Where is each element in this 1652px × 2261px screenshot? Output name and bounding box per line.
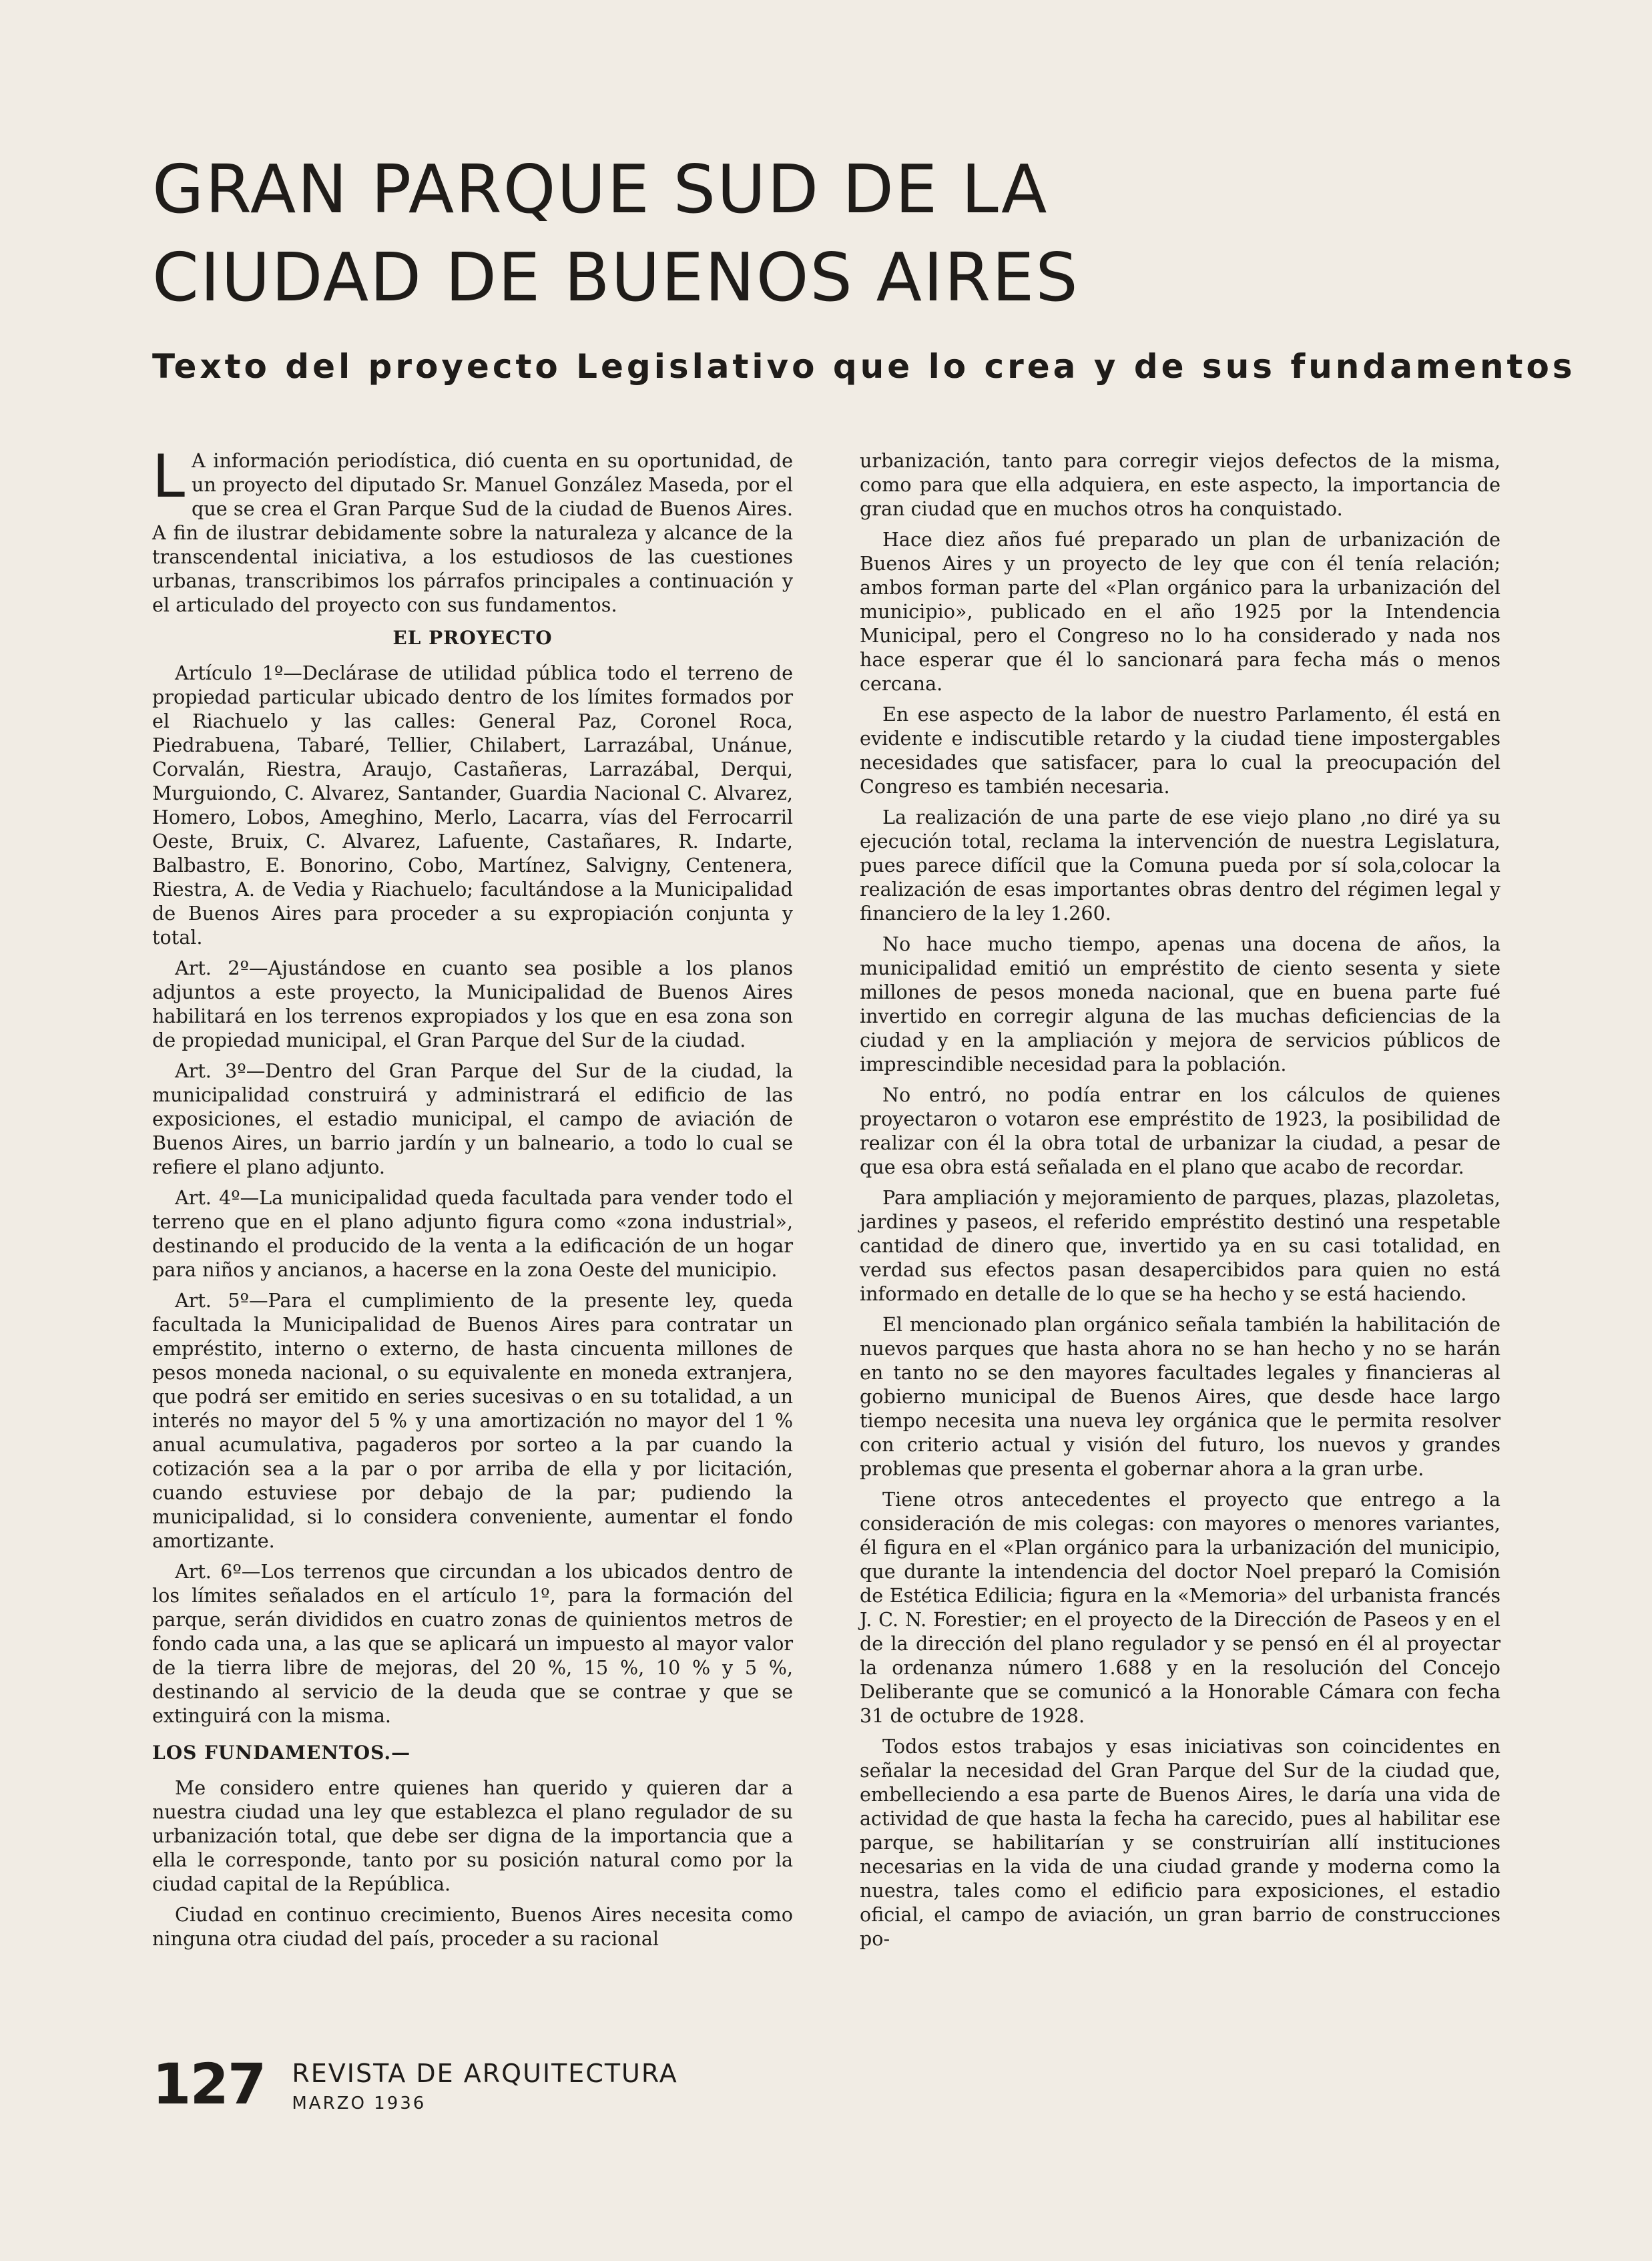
article-3: Art. 3º—Dentro del Gran Parque del Sur de la ciudad, la municipalidad construirá y administrará el edificio de las exposiciones, el estadio municipal, el campo de aviación de Buenos Aires, un barrio jardín y un balneario, a todo lo cual se refiere el plano adjunto. xyxy=(152,1059,793,1178)
right-paragraph-8: El mencionado plan orgánico señala también la habilitación de nuevos parques que hasta ahora no se han hecho y no se harán en tanto no se den mayores facultades legales y financieras al gobierno municipal de Buenos Aires, que desde hace largo tiempo necesita una nueva ley orgánica que le permita resolver con criterio actual y visión del futuro, los nuevos y grandes problemas que presenta el gobernar ahora a la gran urbe. xyxy=(860,1313,1500,1480)
article-5: Art. 5º—Para el cumplimiento de la presente ley, queda facultada la Municipalidad de Buenos Aires para contratar un empréstito, interno o externo, de hasta cincuenta millones de pesos moneda nacional, o su equivalente en moneda extranjera, que podrá ser emitido en series sucesivas o en su totalidad, a un interés no mayor del 5 % y una amortización no mayor del 1 % anual acumulativa, pagaderos por sorteo a la par cuando la cotización sea a la par o por arriba de ella y por licitación, cuando estuviese por debajo de la par; pudiendo la municipalidad, si lo considera conveniente, aumentar el fondo amortizante. xyxy=(152,1289,793,1552)
intro-text: A información periodística, dió cuenta en su oportunidad, de un proyecto del diputado Sr. Manuel González Maseda, por el que se crea el Gran Parque Sud de la ciudad de Buenos Aires. A fin de ilustrar debidamente sobre la naturaleza y alcance de la transcendental iniciativa, a los estudiosos de las cuestiones urbanas, transcribimos los párrafos principales a continuación y el articulado del proyecto con sus fundamentos. xyxy=(152,449,793,616)
page-subtitle: Texto del proyecto Legislativo que lo crea y de sus fundamentos xyxy=(152,347,1576,386)
title-line-2: CIUDAD DE BUENOS AIRES xyxy=(152,238,1079,316)
right-paragraph-1: urbanización, tanto para corregir viejos defectos de la misma, como para que ella adquiera, en este aspecto, la importancia de gran ciudad que en muchos otros ha conquistado. xyxy=(860,449,1500,520)
page-title xyxy=(152,146,1420,322)
drop-cap: L xyxy=(152,442,186,511)
magazine-name: REVISTA DE ARQUITECTURA xyxy=(292,2059,678,2088)
right-paragraph-5: No hace mucho tiempo, apenas una docena de años, la municipalidad emitió un empréstito de ciento sesenta y siete millones de pesos moneda nacional, que en buena parte fué invertido en corregir alguna de las muchas deficiencias de la ciudad y en la ampliación y mejora de servicios públicos de imprescindible necesidad para la población. xyxy=(860,933,1500,1075)
right-paragraph-3: En ese aspecto de la labor de nuestro Parlamento, él está en evidente e indiscutible retardo y la ciudad tiene impostergables necesidades que satisfacer, para lo cual la preocupación del Congreso es también necesaria. xyxy=(860,703,1500,798)
right-paragraph-10: Todos estos trabajos y esas iniciativas son coincidentes en señalar la necesidad del Gran Parque del Sur de la ciudad que, embelleciendo a esa parte de Buenos Aires, le daría una vida de actividad de que hasta la fecha ha carecido, pues al habilitar ese parque, se habilitarían y se construirían allí instituciones necesarias en la vida de una ciudad grande y moderna como la nuestra, tales como el edificio para exposiciones, el estadio oficial, el campo de aviación, un gran barrio de construcciones po- xyxy=(860,1735,1500,1950)
article-1: Artículo 1º—Declárase de utilidad pública todo el terreno de propiedad particular ubicado dentro de los límites formados por el Riachuelo y las calles: General Paz, Coronel Roca, Piedrabuena, Tabaré, Tellier, Chilabert, Larrazábal, Unánue, Corvalán, Riestra, Araujo, Castañeras, Larrazábal, Derqui, Murguiondo, C. Alvarez, Santander, Guardia Nacional C. Alvarez, Homero, Lobos, Ameghino, Merlo, Lacarra, vías del Ferrocarril Oeste, Bruix, C. Alvarez, Lafuente, Castañares, R. Indarte, Balbastro, E. Bonorino, Cobo, Martínez, Salvigny, Centenera, Riestra, A. de Vedia y Riachuelo; facultándose a la Municipalidad de Buenos Aires para proceder a su expropiación conjunta y total. xyxy=(152,662,793,949)
right-paragraph-4: La realización de una parte de ese viejo plano ,no diré ya su ejecución total, reclama la intervención de nuestra Legislatura, pues parece difícil que la Comuna pueda por sí sola,colocar la realización de esas importantes obras dentro del régimen legal y financiero de la ley 1.260. xyxy=(860,806,1500,925)
fundamentos-paragraph-1: Me considero entre quienes han querido y quieren dar a nuestra ciudad una ley que establezca el plano regulador de su urbanización total, que debe ser digna de la importancia que a ella le corresponde, tanto por su posición natural como por la ciudad capital de la República. xyxy=(152,1776,793,1895)
title-line-1: GRAN PARQUE SUD DE LA xyxy=(152,150,1049,228)
article-6: Art. 6º—Los terrenos que circundan a los ubicados dentro de los límites señalados en el artículo 1º, para la formación del parque, serán divididos en cuatro zonas de quinientos metros de fondo cada una, a las que se aplicará un impuesto al mayor valor de la tierra libre de mejoras, del 20 %, 15 %, 10 % y 5 %, destinando al servicio de la deuda que se contrae y que se extinguirá con la misma. xyxy=(152,1560,793,1727)
right-paragraph-7: Para ampliación y mejoramiento de parques, plazas, plazoletas, jardines y paseos, el referido empréstito destinó una respetable cantidad de dinero que, invertido ya en su casi totalidad, en verdad sus efectos pasan desapercibidos para quien no está informado en detalle de lo que se ha hecho y se está haciendo. xyxy=(860,1186,1500,1305)
intro-paragraph xyxy=(152,442,793,617)
right-paragraph-6: No entró, no podía entrar en los cálculos de quienes proyectaron o votaron ese empréstito de 1923, la posibilidad de realizar con él la obra total de urbanizar la ciudad, a pesar de que esa obra está señalada en el plano que acabo de recordar. xyxy=(860,1083,1500,1178)
issue-date: MARZO 1936 xyxy=(292,2093,427,2113)
right-column xyxy=(860,449,1500,1957)
section-heading-fundamentos: LOS FUNDAMENTOS.— xyxy=(152,1742,411,1764)
magazine-info xyxy=(292,2056,677,2113)
article-4: Art. 4º—La municipalidad queda facultada para vender todo el terreno que en el plano adjunto figura como «zona industrial», destinando el producido de la venta a la edificación de un hogar para niños y ancianos, a hacerse en la zona Oeste del municipio. xyxy=(152,1186,793,1281)
right-paragraph-9: Tiene otros antecedentes el proyecto que entrego a la consideración de mis colegas: con mayores o menores variantes, él figura en el «Plan orgánico para la urbanización del municipio, que durante la intendencia del doctor Noel preparó la Comisión de Estética Edilicia; figura en la «Memoria» del urbanista francés J. C. N. Forestier; en el proyecto de la Dirección de Paseos y en el de la dirección del plano regulador y se pensó en él al proyectar la ordenanza número 1.688 y en la resolución del Concejo Deliberante que se comunicó a la Honorable Cámara con fecha 31 de octubre de 1928. xyxy=(860,1488,1500,1727)
left-column xyxy=(152,442,793,1957)
right-paragraph-2: Hace diez años fué preparado un plan de urbanización de Buenos Aires y un proyecto de ley que con él tenía relación; ambos forman parte del «Plan orgánico para la urbanización del municipio», publicado en el año 1925 por la Intendencia Municipal, pero el Congreso no lo ha considerado y nada nos hace esperar que él lo sancionará para fecha más o menos cercana. xyxy=(860,528,1500,695)
fundamentos-paragraph-2: Ciudad en continuo crecimiento, Buenos Aires necesita como ninguna otra ciudad del país, proceder a su racional xyxy=(152,1903,793,1950)
page-number: 127 xyxy=(152,2051,266,2117)
section-heading-proyecto: EL PROYECTO xyxy=(392,627,553,649)
page-footer xyxy=(152,2051,678,2117)
article-2: Art. 2º—Ajustándose en cuanto sea posible a los planos adjuntos a este proyecto, la Municipalidad de Buenos Aires habilitará en los terrenos expropiados y los que en esa zona son de propiedad municipal, el Gran Parque del Sur de la ciudad. xyxy=(152,957,793,1051)
